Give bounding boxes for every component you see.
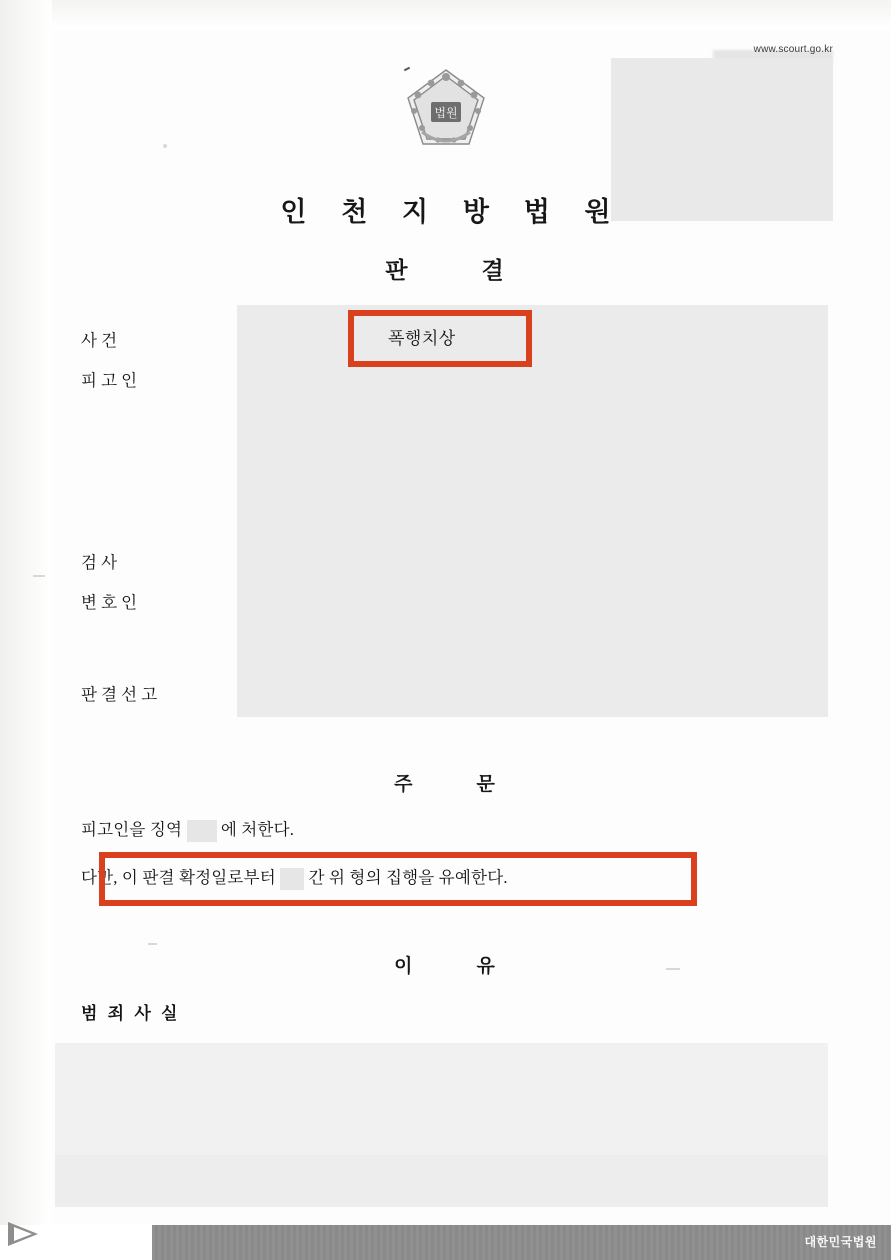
court-name-heading: 인 천 지 방 법 원 [280, 197, 625, 227]
document-type-left: 판 [385, 258, 410, 283]
suspension-suffix-text: 간 위 형의 집행을 유예한다. [308, 868, 508, 887]
section-heading-reason [0, 951, 891, 978]
section-heading-order [0, 769, 891, 796]
field-label-prosecutor: 검 사 [81, 553, 118, 572]
footer-swoosh-icon [8, 1218, 60, 1248]
section-heading-order-right: 문 [476, 774, 497, 795]
subsection-heading-crime-facts: 범 죄 사 실 [81, 1004, 181, 1023]
scan-edge-shadow-top [0, 0, 891, 30]
case-charge-value: 폭행치상 [388, 329, 456, 348]
scan-speck [148, 943, 157, 945]
field-label-case-no: 사 건 [81, 331, 118, 350]
scan-speck [33, 575, 45, 577]
field-label-defendant: 피 고 인 [81, 371, 138, 390]
footer-bar-texture [152, 1225, 891, 1260]
redaction-inline-sentence-term [187, 820, 217, 842]
scan-speck [163, 144, 167, 148]
document-type-heading [0, 252, 891, 285]
section-heading-order-left: 주 [394, 774, 415, 795]
highlight-box-suspension-line [99, 852, 697, 906]
redaction-block-case-metadata [237, 305, 828, 717]
field-label-defense-counsel: 변 호 인 [81, 593, 138, 612]
svg-text:법원: 법원 [434, 106, 458, 120]
redaction-block-crime-facts-lower [55, 1155, 828, 1207]
field-label-sentencing-date: 판 결 선 고 [81, 685, 158, 704]
document-type-right: 결 [481, 258, 506, 283]
section-heading-reason-left: 이 [394, 956, 415, 977]
highlight-box-case-charge [348, 310, 532, 367]
scan-speck [666, 968, 680, 970]
suspension-prefix-text: 다만, 이 판결 확정일로부터 [81, 868, 276, 887]
scan-edge-shadow-left [0, 0, 52, 1260]
court-emblem-icon [398, 62, 494, 158]
section-heading-reason-right: 유 [476, 956, 497, 977]
footer-brand-label: 대한민국법원 [804, 1235, 877, 1249]
sentence-prefix-text: 피고인을 징역 [81, 820, 183, 839]
sentence-suffix-text: 에 처한다. [220, 820, 295, 839]
order-line-sentence [81, 816, 294, 842]
court-website-url: www.scourt.go.kr [753, 44, 833, 55]
